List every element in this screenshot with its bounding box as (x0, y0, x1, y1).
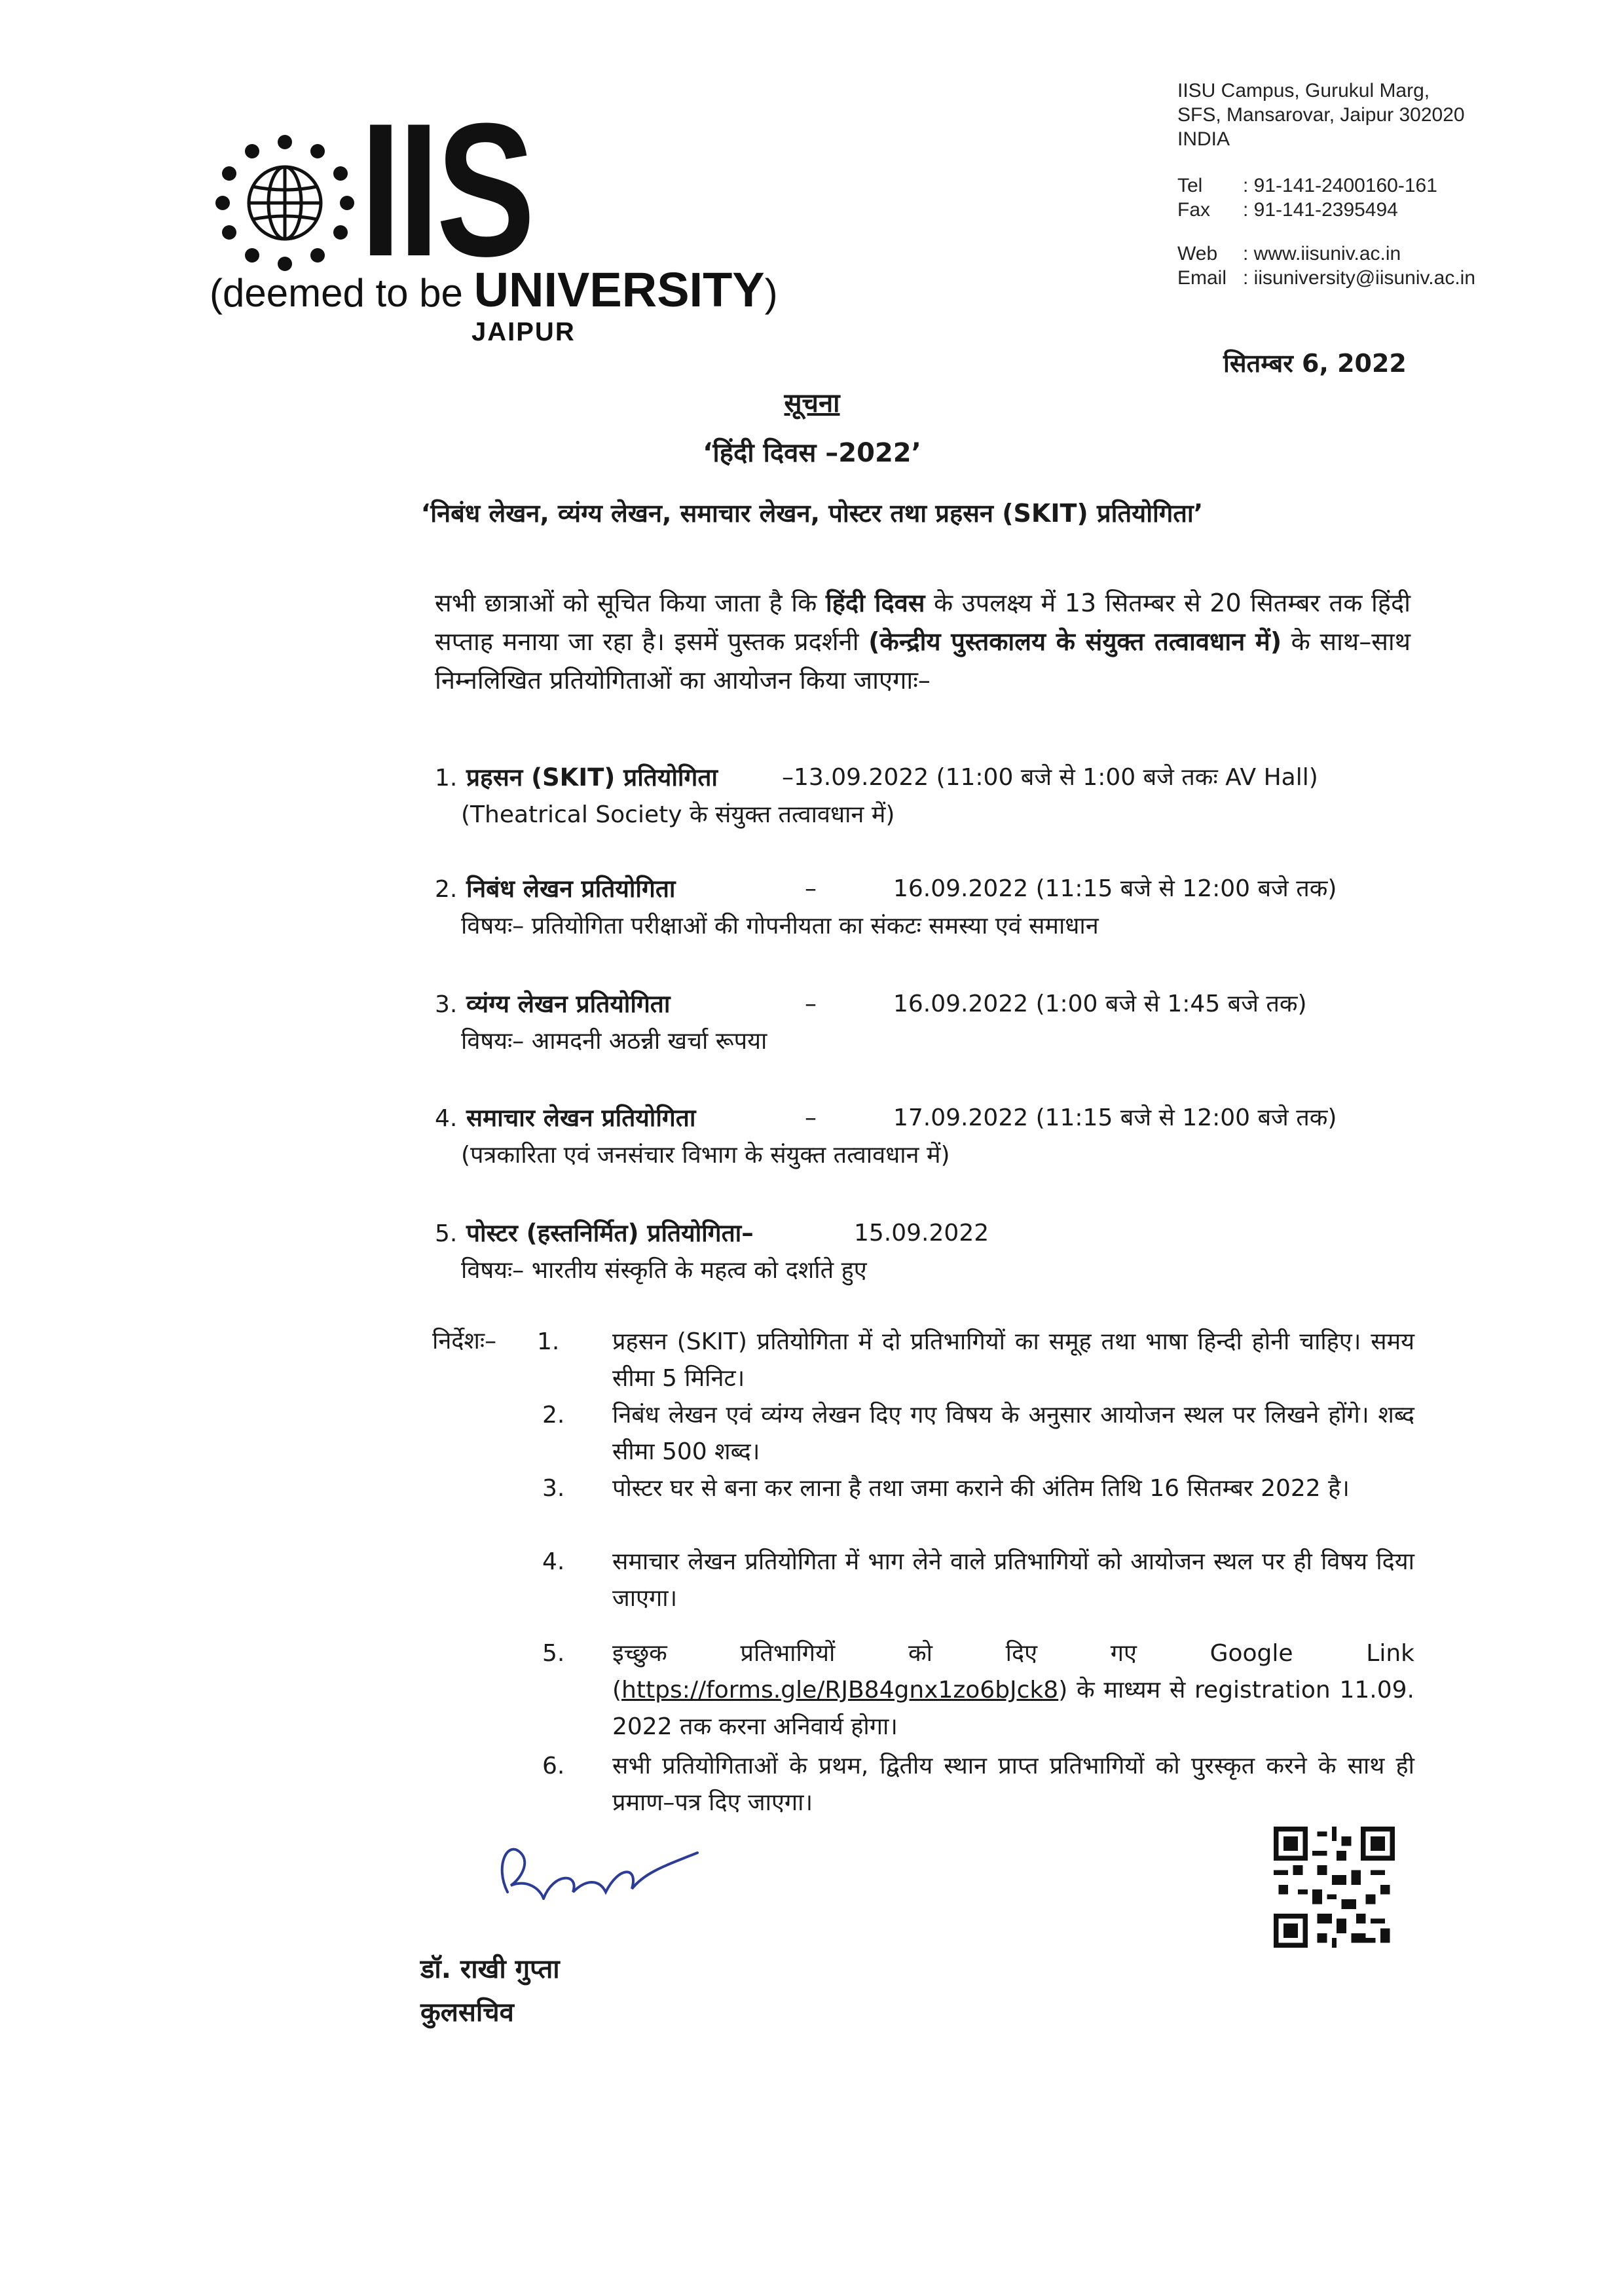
address-line-3: INDIA (1177, 128, 1230, 150)
intro-bold-2: (केन्द्रीय पुस्तकालय के संयुक्त तत्वावधान में) (868, 627, 1282, 656)
notice-heading (0, 384, 1624, 420)
fax-row (1177, 198, 1475, 222)
logo-university: UNIVERSITY (473, 263, 765, 317)
item-number: 2. (435, 876, 458, 903)
direction-number: 2. (542, 1402, 565, 1429)
item-sub: (Theatrical Society के संयुक्त तत्वावधान में) (461, 801, 895, 828)
event-subtitle: ‘हिंदी दिवस –2022’ (703, 438, 921, 468)
email-row (1177, 266, 1475, 290)
item-detail: 16.09.2022 (11:15 बजे से 12:00 बजे तक) (893, 875, 1337, 902)
item-dash: – (805, 875, 817, 902)
item-number: 5. (435, 1220, 458, 1247)
item-sub: विषयः– प्रतियोगिता परीक्षाओं की गोपनीयता का संकटः समस्या एवं समाधान (461, 913, 1099, 939)
intro-paragraph (435, 584, 1411, 700)
item-name: प्रहसन (SKIT) प्रतियोगिता (466, 763, 718, 792)
university-logo (210, 84, 778, 350)
contact-block (1177, 173, 1475, 290)
direction-number: 6. (542, 1753, 565, 1779)
item-dash: – (805, 991, 817, 1017)
web-value[interactable]: : www.iisuniv.ac.in (1243, 243, 1401, 264)
web-row (1177, 242, 1475, 266)
competition-title: ‘निबंध लेखन, व्यंग्य लेखन, समाचार लेखन, पोस्टर तथा प्रहसन (SKIT) प्रतियोगिता’ (420, 499, 1204, 528)
item-name: व्यंग्य लेखन प्रतियोगिता (466, 990, 671, 1018)
direction-text-post: ) के माध्यम से registration 11.09. 2022 तक करना अनिवार्य होगा। (612, 1677, 1414, 1740)
direction-text: सभी प्रतियोगिताओं के प्रथम, द्वितीय स्थान प्राप्त प्रतिभागियों को पुरस्कृत करने के साथ ही प्रमाण–पत्र दिए जाएगा। (612, 1753, 1414, 1816)
direction-number: 1. (537, 1328, 560, 1355)
item-detail: 17.09.2022 (11:15 बजे से 12:00 बजे तक) (893, 1104, 1337, 1131)
item-sub: विषयः– आमदनी अठन्नी खर्चा रूपया (461, 1028, 767, 1055)
item-number: 1. (435, 765, 458, 792)
direction-number: 3. (542, 1475, 565, 1502)
signatory-name: डॉ. राखी गुप्ता (420, 1954, 560, 1984)
logo-tagline-prefix: (deemed to be (210, 271, 474, 315)
logo-tagline-suffix: ) (764, 271, 778, 315)
qr-code-icon[interactable] (1274, 1827, 1395, 1948)
google-form-link[interactable]: https://forms.gle/RJB84gnx1zo6bJck8 (621, 1677, 1059, 1704)
fax-label: Fax (1177, 199, 1211, 221)
signatory-title: कुलसचिव (420, 1997, 514, 2028)
signature-icon (481, 1827, 717, 1918)
direction-number: 4. (542, 1548, 565, 1575)
item-detail: 16.09.2022 (1:00 बजे से 1:45 बजे तक) (893, 991, 1307, 1017)
direction-text: समाचार लेखन प्रतियोगिता में भाग लेने वाले प्रतिभागियों को आयोजन स्थल पर ही विषय दिया जाएगा। (612, 1548, 1414, 1612)
globe-emblem-icon (210, 128, 360, 278)
fax-value: : 91-141-2395494 (1243, 199, 1398, 221)
item-name: निबंध लेखन प्रतियोगिता (466, 875, 676, 903)
item-dash: – (805, 1104, 817, 1131)
address-line-2: SFS, Mansarovar, Jaipur 302020 (1177, 104, 1465, 126)
item-name: पोस्टर (हस्तनिर्मित) प्रतियोगिता– (466, 1219, 754, 1247)
email-label: Email (1177, 267, 1227, 289)
notice-heading-text: सूचना (784, 388, 840, 418)
direction-number: 5. (542, 1640, 565, 1667)
notice-date: सितम्बर 6, 2022 (1223, 349, 1407, 378)
competition-item (435, 759, 1318, 833)
competition-item (435, 1215, 989, 1289)
tel-value: : 91-141-2400160-161 (1243, 175, 1437, 196)
direction-text: पोस्टर घर से बना कर लाना है तथा जमा कराने की अंतिम तिथि 16 सितम्बर 2022 है। (612, 1475, 1350, 1502)
competition-item (435, 986, 1307, 1060)
direction-text (612, 1635, 1414, 1745)
item-number: 4. (435, 1105, 458, 1132)
item-number: 3. (435, 991, 458, 1018)
address-line-1: IISU Campus, Gurukul Marg, (1177, 80, 1430, 101)
direction-text: प्रहसन (SKIT) प्रतियोगिता में दो प्रतिभागियों का समूह तथा भाषा हिन्दी होनी चाहिए। समय सीमा 5 मिनिट। (612, 1328, 1414, 1392)
logo-city: JAIPUR (471, 318, 576, 346)
directions-label: निर्देशः– (432, 1328, 497, 1355)
item-sub: विषयः– भारतीय संस्कृति के महत्व को दर्शाते हुए (461, 1257, 867, 1284)
intro-text-1: सभी छात्राओं को सूचित किया जाता है कि (435, 589, 826, 617)
item-name: समाचार लेखन प्रतियोगिता (466, 1104, 696, 1132)
competition-item (435, 871, 1337, 945)
intro-bold-1: हिंदी दिवस (825, 589, 925, 617)
item-sub: (पत्रकारिता एवं जनसंचार विभाग के संयुक्त तत्वावधान में) (461, 1142, 950, 1169)
intro-text-2: के उपलक्ष्य में 13 सितम्बर से 20 सितम्बर तक हिंदी सप्ताह मनाया जा रहा है। इसमें पुस्तक प्रदर्शनी (435, 589, 1411, 656)
email-value[interactable]: : iisuniversity@iisuniv.ac.in (1243, 267, 1476, 289)
competition-item (435, 1100, 1337, 1174)
direction-text-pre: इच्छुक प्रतिभागियों को दिए गए Google Link ( (612, 1640, 1414, 1704)
tel-row (1177, 173, 1475, 198)
intro-text-3: के साथ–साथ निम्नलिखित प्रतियोगिताओं का आयोजन किया जाएगाः– (435, 627, 1411, 695)
direction-text: निबंध लेखन एवं व्यंग्य लेखन दिए गए विषय के अनुसार आयोजन स्थल पर लिखने होंगे। शब्द सीमा 500 शब्द। (612, 1402, 1414, 1465)
logo-tagline (210, 262, 778, 318)
tel-label: Tel (1177, 175, 1203, 196)
item-detail: –13.09.2022 (11:00 बजे से 1:00 बजे तकः AV Hall) (782, 764, 1318, 791)
logo-wordmark: IIS (360, 84, 532, 296)
item-detail: 15.09.2022 (854, 1220, 989, 1247)
web-label: Web (1177, 243, 1218, 264)
address-block (1177, 79, 1465, 151)
